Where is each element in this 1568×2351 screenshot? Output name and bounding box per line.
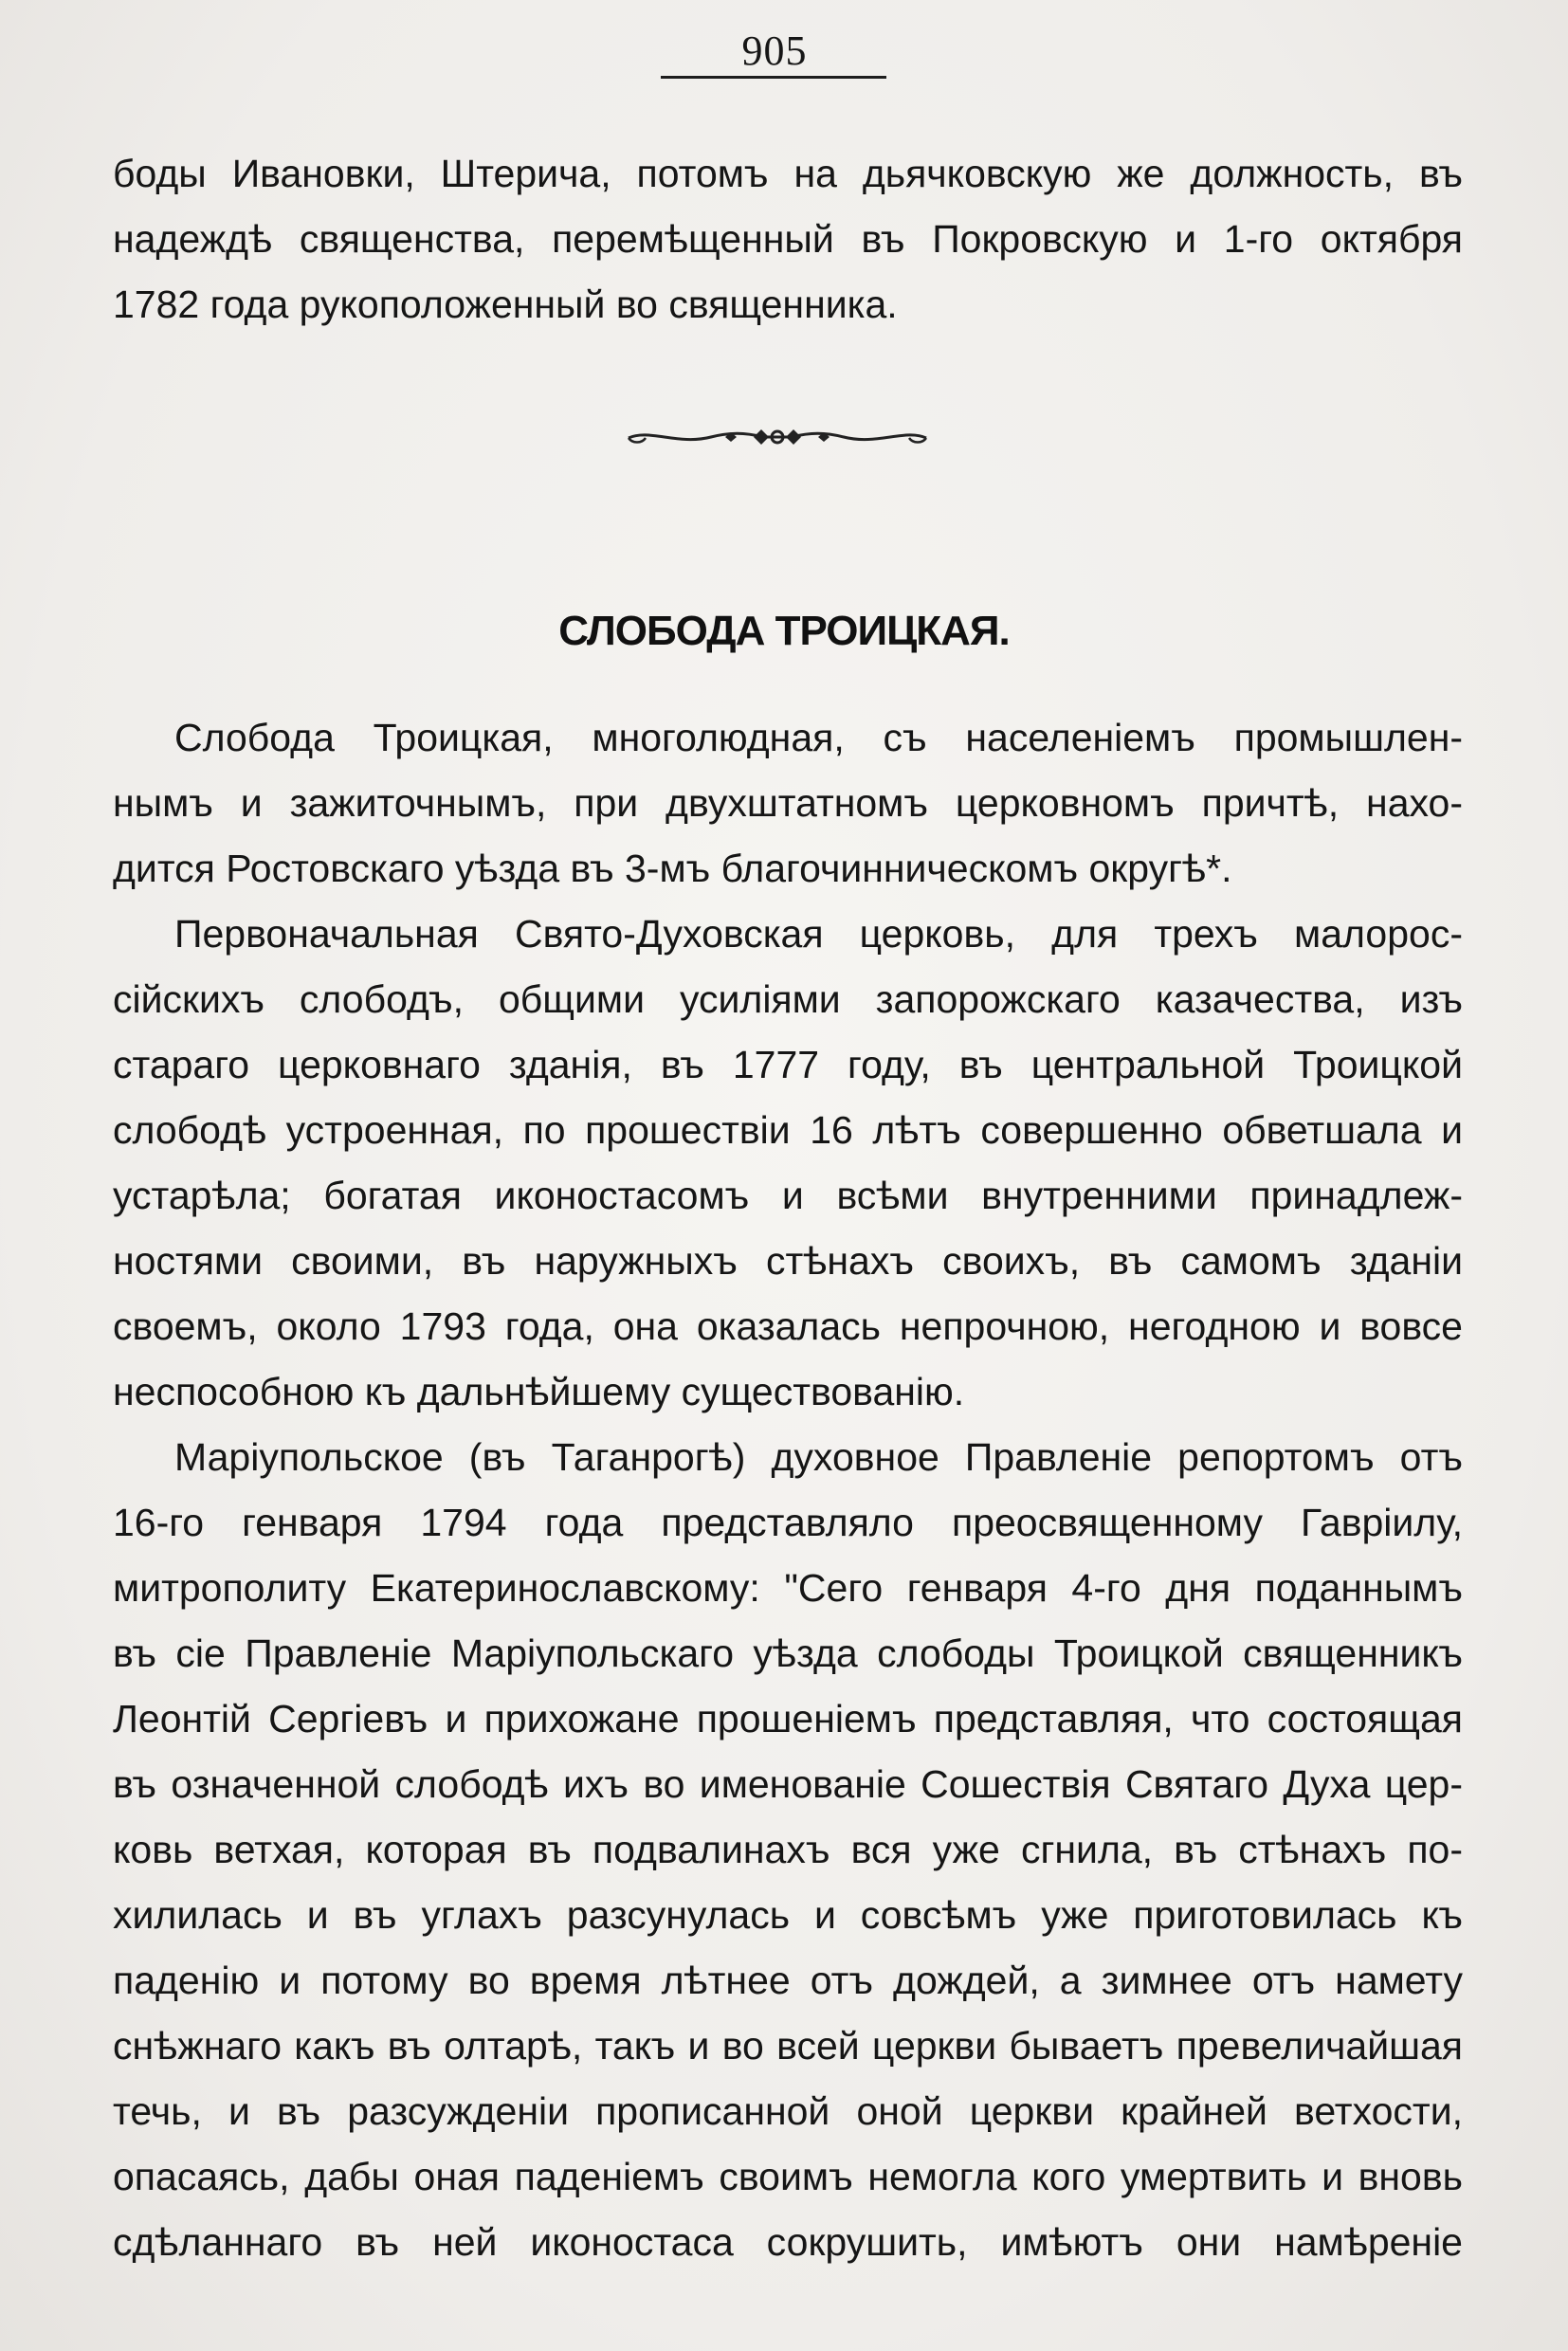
text-line: опасаясь, дабы оная паденіемъ своимъ немогла кого умертвить и вновь [113,2155,1463,2198]
text-line: Слобода Троицкая, многолюдная, съ населеніемъ промышлен- [174,716,1463,759]
text-line: въ означенной слободѣ ихъ во именованіе Сошествія Святаго Духа цер- [113,1762,1463,1806]
text-line: сійскихъ слободъ, общими усиліями запорожскаго казачества, изъ [113,977,1463,1021]
text-line: своемъ, около 1793 года, она оказалась непрочною, негодною и вовсе [113,1304,1463,1348]
text-line: нымъ и зажиточнымъ, при двухштатномъ церковномъ причтѣ, нахо- [113,781,1463,825]
text-line: 16-го генваря 1794 года представляло преосвященному Гавріилу, [113,1501,1463,1544]
text-line: паденію и потому во время лѣтнее отъ дождей, а зимнее отъ намету [113,1959,1463,2002]
text-line: течь, и въ разсужденіи прописанной оной церкви крайней ветхости, [113,2089,1463,2133]
text-line: сдѣланнаго въ ней иконостаса сокрушить, имѣютъ они намѣреніе [113,2220,1463,2264]
text-line: дится Ростовскаго уѣзда въ 3-мъ благочинническомъ округѣ*. [113,847,1232,890]
section-title: СЛОБОДА ТРОИЦКАЯ. [558,608,1010,654]
text-line: ностями своими, въ наружныхъ стѣнахъ своихъ, въ самомъ зданіи [113,1239,1463,1283]
text-line: слободѣ устроенная, по прошествіи 16 лѣтъ совершенно обветшала и [113,1108,1463,1152]
text-line: Леонтій Сергіевъ и прихожане прошеніемъ представляя, что состоящая [113,1697,1463,1740]
text-line: 1782 года рукоположенный во священника. [113,282,898,326]
page-number: 905 [741,27,808,74]
text-line: стараго церковнаго зданія, въ 1777 году, въ центральной Троицкой [113,1043,1463,1086]
text-line: надеждѣ священства, перемѣщенный въ Покровскую и 1-го октября [113,217,1463,261]
text-line: неспособною къ дальнѣйшему существованію. [113,1370,965,1413]
text-line: снѣжнаго какъ въ олтарѣ, такъ и во всей церкви бываетъ превеличайшая [113,2024,1463,2068]
text-line: Маріупольское (въ Таганрогѣ) духовное Правленіе репортомъ отъ [174,1435,1463,1479]
text-line: Первоначальная Свято-Духовская церковь, для трехъ малорос- [174,912,1463,956]
text-line: устарѣла; богатая иконостасомъ и всѣми внутренними принадлеж- [113,1174,1463,1217]
page-number-rule [661,76,886,79]
text-line: ковь ветхая, которая въ подвалинахъ вся уже сгнила, въ стѣнахъ по- [113,1828,1463,1871]
text-line: въ сіе Правленіе Маріупольскаго уѣзда слободы Троицкой священникъ [113,1631,1463,1675]
text-line: хилилась и въ углахъ разсунулась и совсѣмъ уже приготовилась къ [113,1893,1463,1937]
ornament-divider [621,423,934,451]
text-line: митрополиту Екатеринославскому: "Сего генваря 4-го дня поданнымъ [113,1566,1463,1610]
text-line: боды Ивановки, Штерича, потомъ на дьячковскую же должность, въ [113,152,1463,195]
